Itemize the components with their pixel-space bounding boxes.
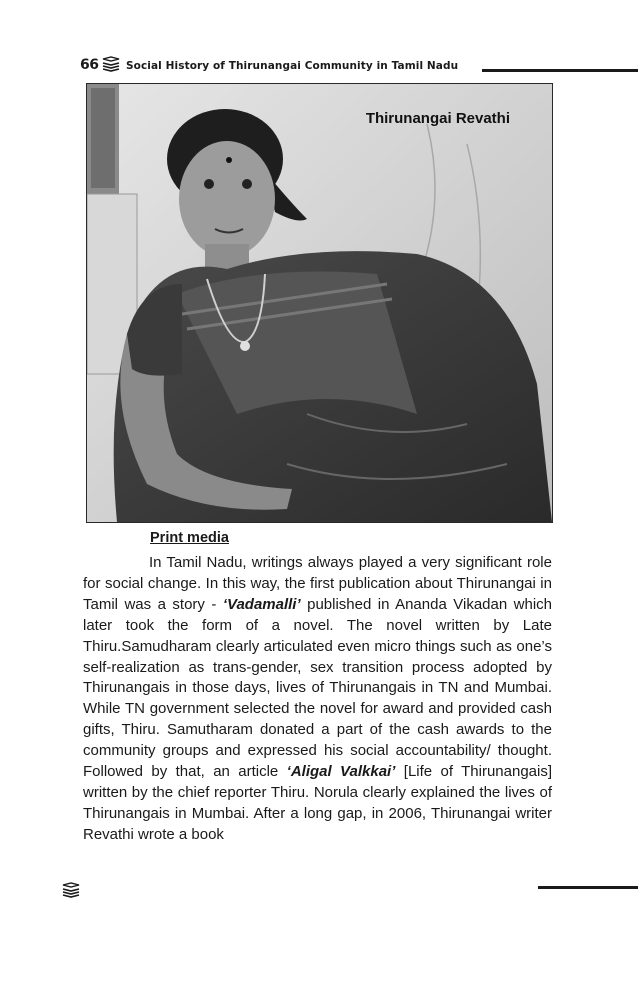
portrait-illustration	[87, 84, 552, 522]
running-title: Social History of Thirunangai Community in Tamil Nadu	[126, 60, 459, 72]
header-rule	[482, 69, 638, 72]
body-text-1: In Tamil Nadu, writings always played a very significant role for social change. In this way, the first publication about Thirunangai in Tamil was a story -	[83, 554, 552, 613]
footer-rule	[538, 886, 638, 889]
book-stack-icon	[62, 882, 80, 898]
page-header	[80, 55, 638, 77]
body-text-2: published in Ananda Vikadan which later took the form of a novel. The novel written by Late Thiru.Samudharam clearly articulated even micro things such as one’s self-realization as trans-gender, sex transition process adopted by Thirunangais in those days, lives of Thirunangais in TN and Mumbai. While TN government selected the novel for award and provided cash gifts, Thiru. Samutharam donated a part of the cash awards to the community groups and expressed his social accountability/ thought. Followed by that, an article	[83, 595, 553, 781]
page-number: 66	[80, 57, 99, 73]
portrait-photo	[86, 83, 553, 523]
photo-caption: Thirunangai Revathi	[365, 110, 510, 127]
article-title: ‘Aligal Valkkai’	[286, 763, 396, 781]
body-paragraph	[83, 553, 552, 846]
section-heading: Print media	[150, 530, 229, 546]
story-title: ‘Vadamalli’	[222, 595, 301, 613]
book-stack-icon	[102, 56, 120, 72]
body-text-3: [Life of Thirunangais] written by the chief reporter Thiru. Norula clearly explained the lives of Thirunangais in Mumbai. After a long gap, in 2006, Thirunangai writer Revathi wrote a book	[83, 763, 553, 843]
